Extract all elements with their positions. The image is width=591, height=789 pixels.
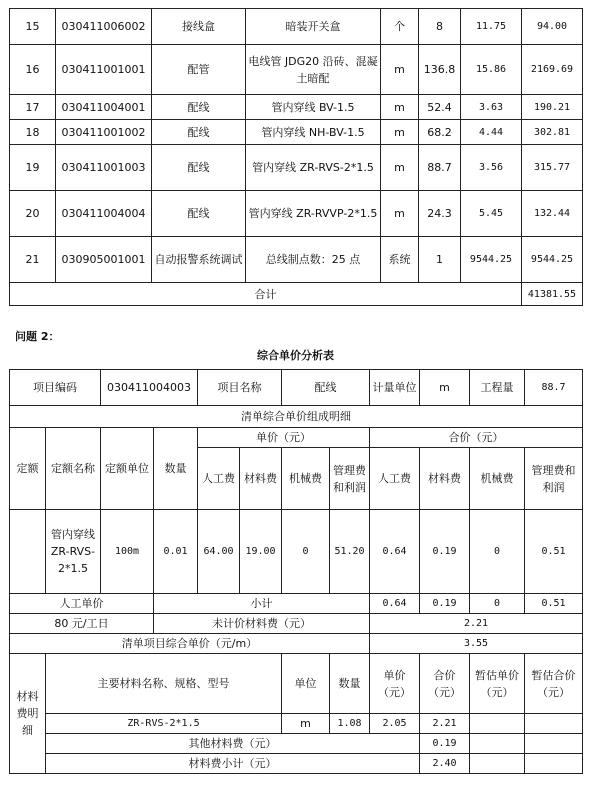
- unit-machine: 0: [282, 510, 330, 594]
- material-total-header: 合价（元）: [420, 654, 470, 714]
- row-price: 3.56: [461, 145, 522, 191]
- total-mgmt: 0.51: [525, 510, 583, 594]
- mgmt-header: 管理费和利润: [525, 448, 583, 510]
- quota-quantity: 0.01: [154, 510, 198, 594]
- quota-no: [10, 510, 46, 594]
- material-header: 材料费: [240, 448, 282, 510]
- row-code: 030411004001: [56, 95, 152, 120]
- code-value: 030411004003: [101, 370, 198, 406]
- material-est-total: [525, 714, 583, 734]
- material-total: 2.21: [420, 714, 470, 734]
- other-est-total: [525, 734, 583, 754]
- composite-value: 3.55: [370, 634, 583, 654]
- row-name: 配线: [152, 120, 246, 145]
- detail-title: 清单综合单价组成明细: [10, 406, 583, 428]
- subtotal-mgmt: 0.51: [525, 594, 583, 614]
- labor-rate-label: 人工单价: [10, 594, 154, 614]
- row-qty: 24.3: [419, 191, 461, 237]
- row-code: 030411001001: [56, 45, 152, 95]
- total-machine: 0: [470, 510, 525, 594]
- material-subtotal-value: 2.40: [420, 754, 470, 774]
- subtotal-labor: 0.64: [370, 594, 420, 614]
- row-unit: m: [381, 95, 419, 120]
- quantity-value: 88.7: [525, 370, 583, 406]
- material-unit: m: [282, 714, 330, 734]
- row-name: 接线盒: [152, 9, 246, 45]
- material-subtotal-row: [10, 754, 583, 774]
- quota-row: [10, 510, 583, 594]
- total-row: [10, 283, 583, 306]
- row-price: 15.86: [461, 45, 522, 95]
- quota-name-header: 定额名称: [46, 428, 101, 510]
- machine-header: 机械费: [470, 448, 525, 510]
- row-price: 5.45: [461, 191, 522, 237]
- row-qty: 88.7: [419, 145, 461, 191]
- subtotal-row: [10, 594, 583, 614]
- material-subtotal-label: 材料费小计（元）: [46, 754, 420, 774]
- composite-label: 清单项目综合单价（元/m）: [10, 634, 370, 654]
- table-row: [10, 237, 583, 283]
- row-feature: 管内穿线 BV-1.5: [246, 95, 381, 120]
- quota-name: 管内穿线 ZR-RVS-2*1.5: [46, 510, 101, 594]
- total-labor: 0.64: [370, 510, 420, 594]
- row-code: 030411006002: [56, 9, 152, 45]
- composite-row: [10, 634, 583, 654]
- item-name-value: 配线: [282, 370, 370, 406]
- material-price: 2.05: [370, 714, 420, 734]
- row-feature: 管内穿线 ZR-RVVP-2*1.5: [246, 191, 381, 237]
- row-unit: 个: [381, 9, 419, 45]
- row-no: 20: [10, 191, 56, 237]
- row-name: 配线: [152, 191, 246, 237]
- other-material-row: [10, 734, 583, 754]
- subtotal-machine: 0: [470, 594, 525, 614]
- material-est-total-header: 暂估合价（元）: [525, 654, 583, 714]
- material-unit-header: 单位: [282, 654, 330, 714]
- other-material-value: 0.19: [420, 734, 470, 754]
- unit-value: m: [420, 370, 470, 406]
- row-qty: 1: [419, 237, 461, 283]
- item-name-label: 项目名称: [198, 370, 282, 406]
- row-feature: 管内穿线 ZR-RVS-2*1.5: [246, 145, 381, 191]
- sub-est-total: [525, 754, 583, 774]
- material-name-header: 主要材料名称、规格、型号: [46, 654, 282, 714]
- row-unit: 系统: [381, 237, 419, 283]
- row-total: 302.81: [522, 120, 583, 145]
- row-name: 配线: [152, 145, 246, 191]
- row-code: 030411001003: [56, 145, 152, 191]
- unit-price-analysis-table: [9, 369, 583, 774]
- unit-material: 19.00: [240, 510, 282, 594]
- material-qty: 1.08: [330, 714, 370, 734]
- sub-est-price: [470, 754, 525, 774]
- table-caption: 综合单价分析表: [257, 349, 334, 362]
- labor-rate-value: 80 元/工日: [10, 614, 154, 634]
- row-code: 030411001002: [56, 120, 152, 145]
- row-total: 94.00: [522, 9, 583, 45]
- row-name: 配管: [152, 45, 246, 95]
- material-price-header: 单价（元）: [370, 654, 420, 714]
- row-price: 3.63: [461, 95, 522, 120]
- material-qty-header: 数量: [330, 654, 370, 714]
- row-total: 9544.25: [522, 237, 583, 283]
- detail-title-row: [10, 406, 583, 428]
- labor-header: 人工费: [370, 448, 420, 510]
- row-total: 132.44: [522, 191, 583, 237]
- row-price: 9544.25: [461, 237, 522, 283]
- material-name: ZR-RVS-2*1.5: [46, 714, 282, 734]
- row-feature: 管内穿线 NH-BV-1.5: [246, 120, 381, 145]
- row-no: 16: [10, 45, 56, 95]
- row-name: 配线: [152, 95, 246, 120]
- row-code: 030411004004: [56, 191, 152, 237]
- row-no: 15: [10, 9, 56, 45]
- row-unit: m: [381, 191, 419, 237]
- subtotal-material: 0.19: [420, 594, 470, 614]
- total-material: 0.19: [420, 510, 470, 594]
- row-unit: m: [381, 120, 419, 145]
- unpriced-row: [10, 614, 583, 634]
- unit-price-header: 单价（元）: [198, 428, 370, 448]
- row-no: 17: [10, 95, 56, 120]
- subtotal-label: 小计: [154, 594, 370, 614]
- labor-header: 人工费: [198, 448, 240, 510]
- material-detail-label: 材料费明细: [10, 654, 46, 774]
- row-qty: 68.2: [419, 120, 461, 145]
- row-qty: 136.8: [419, 45, 461, 95]
- total-label: 合计: [10, 283, 522, 306]
- table-row: [10, 145, 583, 191]
- machine-header: 机械费: [282, 448, 330, 510]
- unit-label: 计量单位: [370, 370, 420, 406]
- quantity-header: 数量: [154, 428, 198, 510]
- unit-mgmt: 51.20: [330, 510, 370, 594]
- material-est-price-header: 暂估单价（元）: [470, 654, 525, 714]
- bill-of-quantities-table: [9, 8, 583, 306]
- table-row: [10, 120, 583, 145]
- quantity-label: 工程量: [470, 370, 525, 406]
- material-header-row: [10, 654, 583, 714]
- mgmt-header: 管理费和利润: [330, 448, 370, 510]
- table-row: [10, 9, 583, 45]
- row-qty: 52.4: [419, 95, 461, 120]
- row-price: 11.75: [461, 9, 522, 45]
- column-header-row: [10, 428, 583, 448]
- row-feature: 电线管 JDG20 沿砖、混凝土暗配: [246, 45, 381, 95]
- material-header: 材料费: [420, 448, 470, 510]
- row-no: 19: [10, 145, 56, 191]
- unit-labor: 64.00: [198, 510, 240, 594]
- row-total: 315.77: [522, 145, 583, 191]
- table-row: [10, 45, 583, 95]
- quota-no-header: 定额: [10, 428, 46, 510]
- total-value: 41381.55: [522, 283, 583, 306]
- code-label: 项目编码: [10, 370, 101, 406]
- row-total: 2169.69: [522, 45, 583, 95]
- row-price: 4.44: [461, 120, 522, 145]
- material-est-price: [470, 714, 525, 734]
- unpriced-label: 未计价材料费（元）: [154, 614, 370, 634]
- row-feature: 暗装开关盒: [246, 9, 381, 45]
- material-row: [10, 714, 583, 734]
- other-material-label: 其他材料费（元）: [46, 734, 420, 754]
- header-info-row: [10, 370, 583, 406]
- question-label: 问题 2：: [15, 330, 60, 343]
- row-unit: m: [381, 145, 419, 191]
- row-feature: 总线制点数：25 点: [246, 237, 381, 283]
- table-row: [10, 191, 583, 237]
- row-total: 190.21: [522, 95, 583, 120]
- table-row: [10, 95, 583, 120]
- other-est-price: [470, 734, 525, 754]
- unpriced-value: 2.21: [370, 614, 583, 634]
- row-unit: m: [381, 45, 419, 95]
- total-price-header: 合价（元）: [370, 428, 583, 448]
- quota-unit-header: 定额单位: [101, 428, 154, 510]
- row-qty: 8: [419, 9, 461, 45]
- row-code: 030905001001: [56, 237, 152, 283]
- row-name: 自动报警系统调试: [152, 237, 246, 283]
- row-no: 21: [10, 237, 56, 283]
- row-no: 18: [10, 120, 56, 145]
- quota-unit: 100m: [101, 510, 154, 594]
